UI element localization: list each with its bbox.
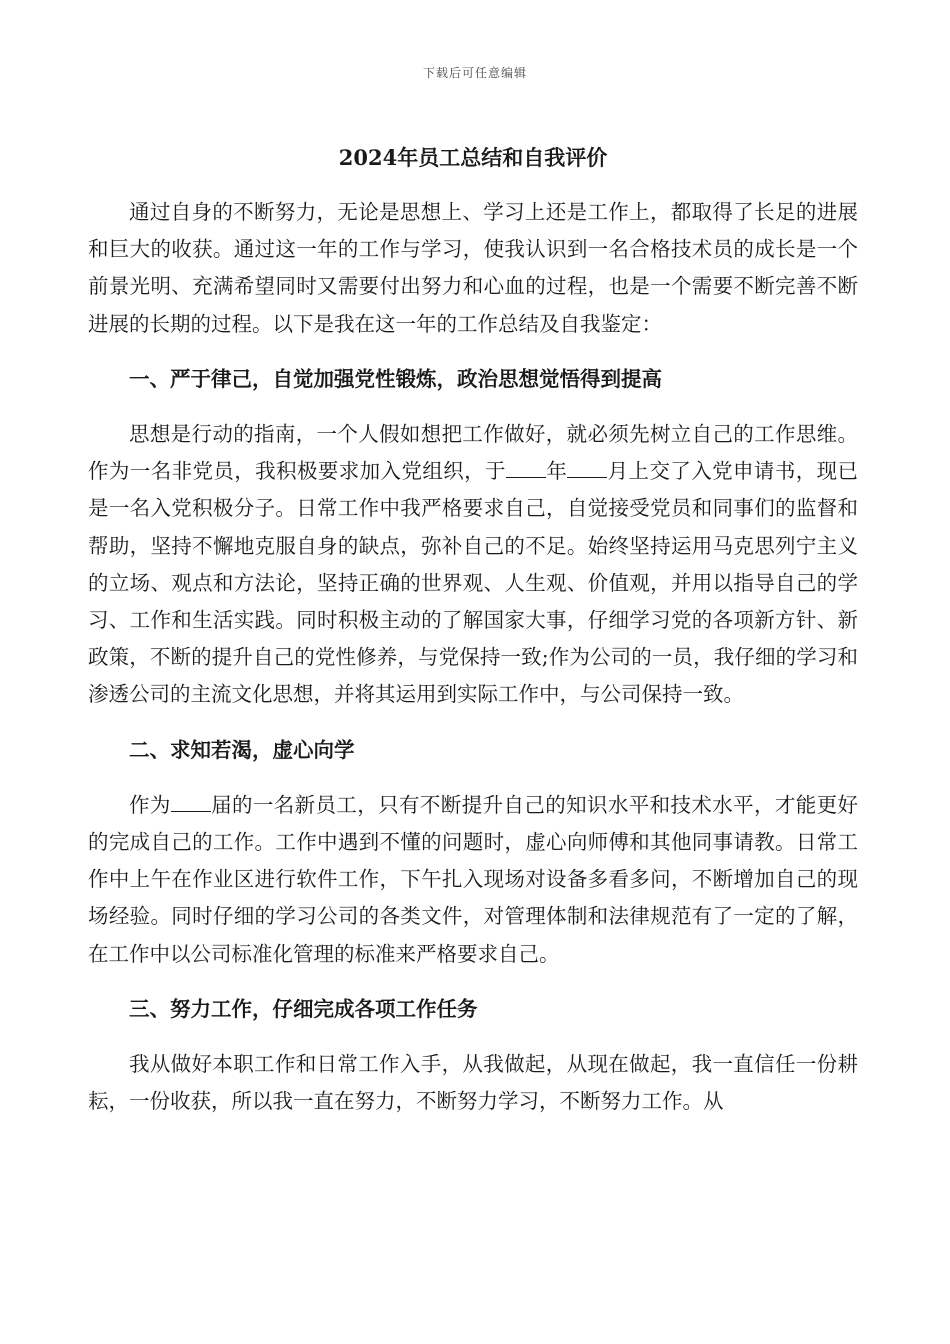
section-2-heading: 二、求知若渴，虚心向学: [129, 737, 355, 762]
section-2-text-a: 作为: [129, 792, 171, 817]
section-1-text-a: 思想是行动的指南，一个人假如想把工作做好，就必须先树立自己的工作思维。作为一名非党员，我积极要求加入党组织，于: [88, 422, 858, 484]
document-body: [88, 140, 858, 1138]
blank-line-year: [506, 476, 546, 478]
section-2-text-b: 届的一名新员工，只有不断提升自己的知识水平和技术水平，才能更好的完成自己的工作。工作中遇到不懂的问题时，虚心向师傅和其他同事请教。日常工作中上午在作业区进行软件工作，下午扎入现场对设备多看多问，不断增加自己的现场经验。同时仔细的学习公司的各类文件，对管理体制和法律规范有了一定的了解，在工作中以公司标准化管理的标准来严格要求自己。: [88, 792, 859, 966]
section-3-paragraph: 我从做好本职工作和日常工作入手，从我做起，从现在做起，我一直信任一份耕耘，一份收获，所以我一直在努力，不断努力学习，不断努力工作。从: [88, 1052, 858, 1114]
section-1-text-b: 年: [545, 459, 568, 484]
section-1-heading: 一、严于律己，自觉加强党性锻炼，政治思想觉悟得到提高: [129, 366, 662, 391]
section-1-text-c: 月上交了入党申请书，现已是一名入党积极分子。日常工作中我严格要求自己，自觉接受党员和同事们的监督和帮助，坚持不懈地克服自身的缺点，弥补自己的不足。始终坚持运用马克思列宁主义的立场、观点和方法论，坚持正确的世界观、人生观、价值观，并用以指导自己的学习、工作和生活实践。同时积极主动的了解国家大事，仔细学习党的各项新方针、新政策，不断的提升自己的党性修养，与党保持一致;作为公司的一员，我仔细的学习和渗透公司的主流文化思想，并将其运用到实际工作中，与公司保持一致。: [88, 459, 859, 707]
document-title: 2024年员工总结和自我评价: [338, 145, 608, 170]
section-3-heading: 三、努力工作，仔细完成各项工作任务: [129, 996, 478, 1021]
download-note: 下载后可任意编辑: [422, 66, 527, 80]
blank-line-month: [567, 476, 607, 478]
section-2-paragraph: [88, 787, 858, 973]
section-1-paragraph: [88, 416, 858, 714]
blank-line-cohort: [171, 810, 211, 812]
intro-paragraph: 通过自身的不断努力，无论是思想上、学习上还是工作上，都取得了长足的进展和巨大的收获。通过这一年的工作与学习，使我认识到一名合格技术员的成长是一个前景光明、充满希望同时又需要付出努力和心血的过程，也是一个需要不断完善不断进展的长期的过程。以下是我在这一年的工作总结及自我鉴定：: [88, 200, 858, 336]
